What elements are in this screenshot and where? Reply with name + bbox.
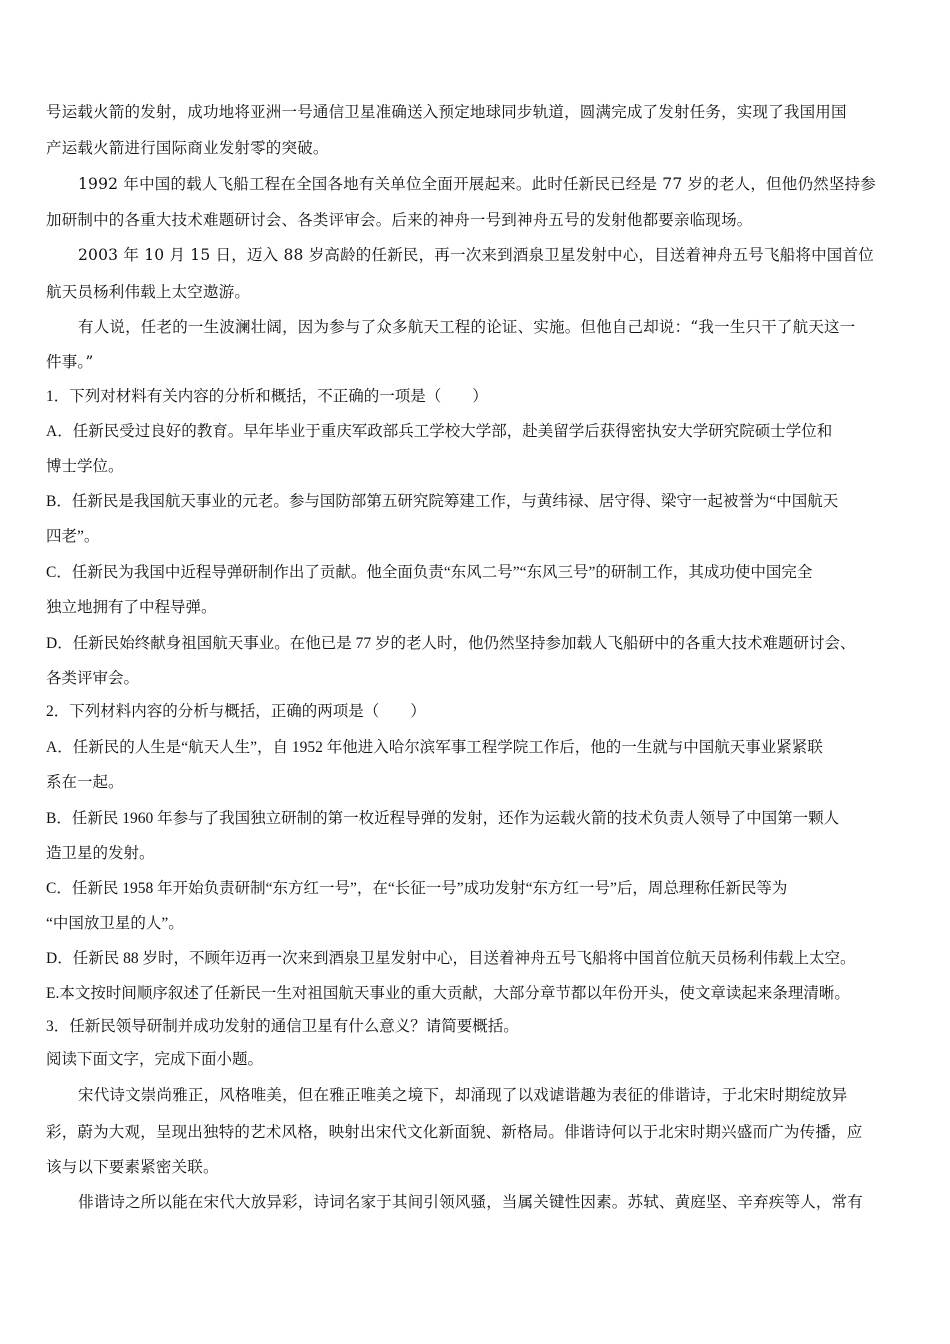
section2-intro: 阅读下面文字，完成下面小题。 bbox=[46, 1051, 264, 1068]
q2-option-b-line2: 造卫星的发射。 bbox=[46, 845, 155, 862]
question-1-stem: 1．下列对材料有关内容的分析和概括，不正确的一项是（ ） bbox=[46, 388, 488, 405]
q1-option-b-line2: 四老”。 bbox=[46, 528, 100, 545]
q1-option-d-line1: D．任新民始终献身祖国航天事业。在他已是 77 岁的老人时，他仍然坚持参加载人飞船研中的各重大技术难题研讨会、 bbox=[46, 635, 856, 652]
q2-option-a-line1: A．任新民的人生是“航天人生”，自 1952 年他进入哈尔滨军事工程学院工作后，他的一生就与中国航天事业紧紧联 bbox=[46, 739, 823, 756]
q1-option-d-line2: 各类评审会。 bbox=[46, 670, 140, 687]
q2-option-d: D．任新民 88 岁时，不顾年迈再一次来到酒泉卫星发射中心，目送着神舟五号飞船将中国首位航天员杨利伟载上太空。 bbox=[46, 950, 856, 967]
q2-option-c-line2: “中国放卫星的人”。 bbox=[46, 915, 184, 932]
q2-option-b-line1: B．任新民 1960 年参与了我国独立研制的第一枚近程导弹的发射，还作为运载火箭的技术负责人领导了中国第一颗人 bbox=[46, 810, 840, 827]
passage-p1-line2: 加研制中的各重大技术难题研讨会、各类评审会。后来的神舟一号到神舟五号的发射他都要亲临现场。 bbox=[46, 211, 753, 229]
question-3-stem: 3．任新民领导研制并成功发射的通信卫星有什么意义？请简要概括。 bbox=[46, 1018, 519, 1035]
q1-option-b-line1: B．任新民是我国航天事业的元老。参与国防部第五研究院筹建工作，与黄纬禄、居守得、梁守一起被誉为“中国航天 bbox=[46, 493, 839, 510]
section2-p1-line3: 该与以下要素紧密关联。 bbox=[46, 1158, 219, 1176]
q2-option-a-line2: 系在一起。 bbox=[46, 774, 124, 791]
question-2-stem: 2．下列材料内容的分析与概括，正确的两项是（ ） bbox=[46, 703, 426, 720]
q1-option-a-line2: 博士学位。 bbox=[46, 458, 124, 475]
q1-option-a-line1: A．任新民受过良好的教育。早年毕业于重庆军政部兵工学校大学部，赴美留学后获得密执安大学研究院硕士学位和 bbox=[46, 423, 833, 440]
passage-p3-line2: 件事。” bbox=[46, 353, 94, 371]
q2-option-e: E.本文按时间顺序叙述了任新民一生对祖国航天事业的重大贡献，大部分章节都以年份开头，使文章读起来条理清晰。 bbox=[46, 985, 850, 1002]
passage-p3-line1: 有人说，任老的一生波澜壮阔，因为参与了众多航天工程的论证、实施。但他自己却说：“我一生只干了航天这一 bbox=[78, 318, 856, 336]
passage-p0-line1: 号运载火箭的发射，成功地将亚洲一号通信卫星准确送入预定地球同步轨道，圆满完成了发射任务，实现了我国用国 bbox=[46, 103, 847, 121]
q1-option-c-line2: 独立地拥有了中程导弹。 bbox=[46, 599, 217, 616]
section2-p1-line2: 彩，蔚为大观，呈现出独特的艺术风格，映射出宋代文化新面貌、新格局。俳谐诗何以于北宋时期兴盛而广为传播，应 bbox=[46, 1123, 863, 1141]
section2-p1-line1: 宋代诗文崇尚雅正，风格唯美，但在雅正唯美之境下，却涌现了以戏谑谐趣为表征的俳谐诗，于北宋时期绽放异 bbox=[78, 1086, 848, 1104]
passage-p2-line1: 2003 年 10 月 15 日，迈入 88 岁高龄的任新民，再一次来到酒泉卫星发射中心，目送着神舟五号飞船将中国首位 bbox=[78, 246, 874, 264]
q2-option-c-line1: C．任新民 1958 年开始负责研制“东方红一号”，在“长征一号”成功发射“东方红一号”后，周总理称任新民等为 bbox=[46, 880, 788, 897]
q1-option-c-line1: C．任新民为我国中近程导弹研制作出了贡献。他全面负责“东风二号”“东风三号”的研制工作，其成功使中国完全 bbox=[46, 564, 813, 581]
section2-p2-line1: 俳谐诗之所以能在宋代大放异彩，诗词名家于其间引领风骚，当属关键性因素。苏轼、黄庭坚、辛弃疾等人，常有 bbox=[78, 1193, 864, 1211]
passage-p1-line1: 1992 年中国的载人飞船工程在全国各地有关单位全面开展起来。此时任新民已经是 77 岁的老人，但他仍然坚持参 bbox=[78, 175, 876, 193]
passage-p0-line2: 产运载火箭进行国际商业发射零的突破。 bbox=[46, 139, 329, 157]
passage-p2-line2: 航天员杨利伟载上太空遨游。 bbox=[46, 283, 251, 301]
